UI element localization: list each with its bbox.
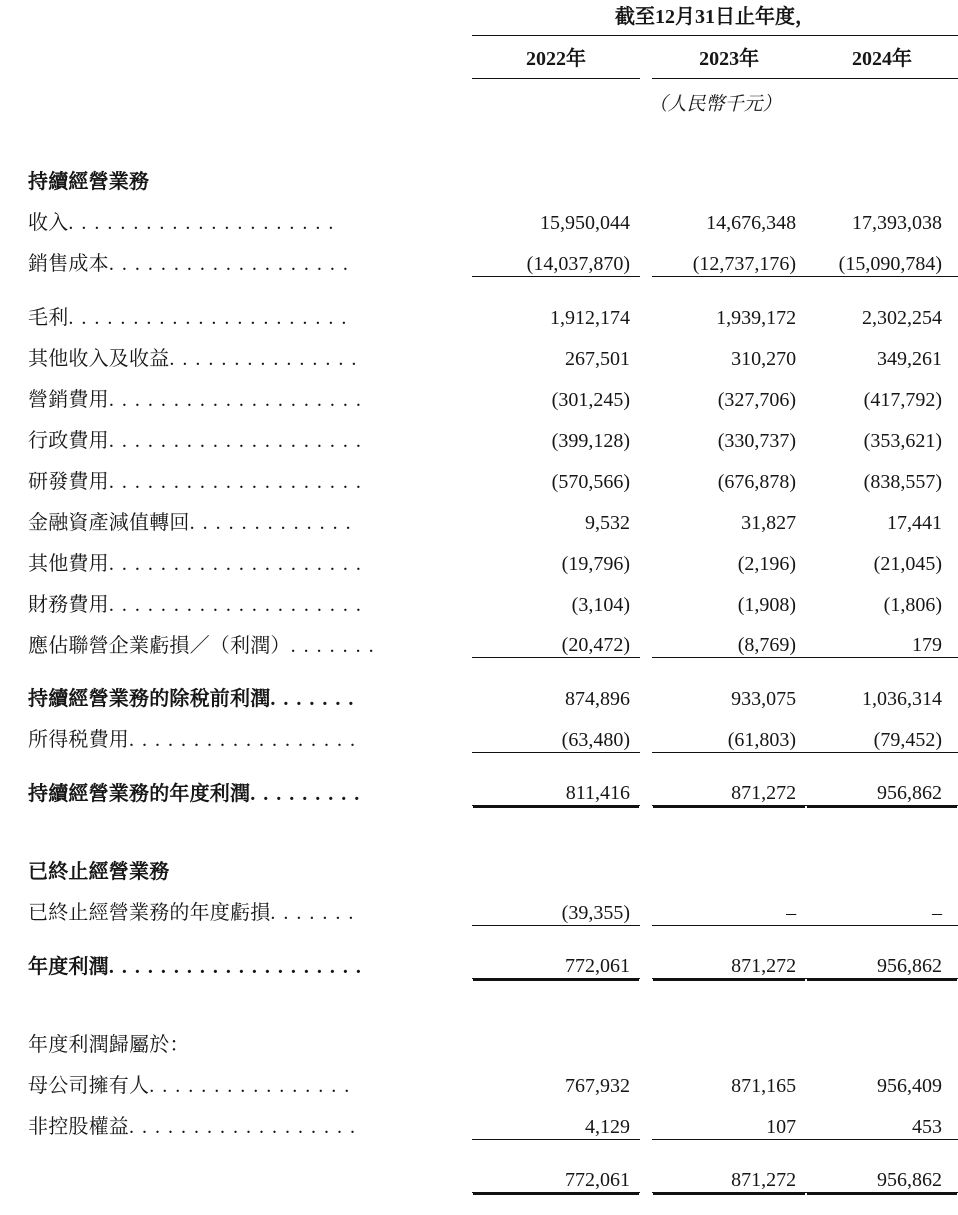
table-row [0, 765, 958, 806]
column-gap [640, 711, 652, 752]
cell-value-y2: (327,706) [652, 371, 806, 412]
cell-value-y2: (61,803) [652, 711, 806, 752]
column-gap [640, 765, 652, 806]
row-label-text: 營銷費用 [28, 389, 109, 411]
column-gap [640, 1057, 652, 1098]
cell-value-y3: 453 [806, 1098, 958, 1139]
after-rule-spacer [0, 658, 958, 671]
row-label-text: 應佔聯營企業虧損／（利潤） [28, 635, 291, 657]
row-label [0, 194, 472, 235]
cell-value-y1: (399,128) [472, 412, 640, 453]
cell-value-y2: 14,676,348 [652, 194, 806, 235]
row-label [0, 765, 472, 806]
spacer-cell [0, 979, 958, 1002]
table-row [0, 289, 958, 330]
cell-value-y1: 772,061 [472, 1152, 640, 1193]
row-leader-dots: . . . . . . . . . [250, 783, 361, 805]
cell-value-y1: 267,501 [472, 330, 640, 371]
cell-value-y3: 956,409 [806, 1057, 958, 1098]
cell-value-y3: 179 [806, 617, 958, 658]
column-gap [640, 938, 652, 979]
cell-value-y2: (2,196) [652, 535, 806, 576]
cell-value-y1: (63,480) [472, 711, 640, 752]
column-gap [640, 884, 652, 925]
cell-value-y2: 1,939,172 [652, 289, 806, 330]
cell-value-y1: 9,532 [472, 494, 640, 535]
cell-value-y3: 17,393,038 [806, 194, 958, 235]
cell-value-y2: 31,827 [652, 494, 806, 535]
row-label-text: 持續經營業務的除稅前利潤 [28, 688, 270, 710]
column-gap [640, 289, 652, 330]
row-label-text: 行政費用 [28, 430, 109, 452]
spacer-cell [0, 752, 958, 765]
table-row [0, 670, 958, 711]
table-row [0, 617, 958, 658]
row-leader-dots: . . . . . . . . . . . . . . . . . . . [109, 253, 350, 275]
row-leader-dots: . . . . . . . . . . . . . . . . . . [129, 1116, 357, 1138]
cell-value-y3: 956,862 [806, 765, 958, 806]
table-row [0, 1057, 958, 1098]
cell-value-y2: 107 [652, 1098, 806, 1139]
column-gap [640, 412, 652, 453]
section-title: 年度利潤歸屬於： [0, 1011, 472, 1057]
column-gap [640, 330, 652, 371]
cell-value-y3: (353,621) [806, 412, 958, 453]
header-unit-row [0, 79, 958, 123]
cell-value-y3: 1,036,314 [806, 670, 958, 711]
after-rule-spacer [0, 925, 958, 938]
years-spacer [0, 36, 472, 79]
row-label-text: 已終止經營業務的年度虧損 [28, 902, 270, 924]
after-rule-spacer [0, 979, 958, 1002]
row-leader-dots: . . . . . . . . . . . . . . . . . . [129, 729, 357, 751]
row-leader-dots: . . . . . . . . . . . . . . . . . . . . . . [68, 307, 348, 329]
section-title: 已終止經營業務 [0, 838, 472, 884]
row-label-text: 母公司擁有人 [28, 1075, 149, 1097]
cell-value-y3: 349,261 [806, 330, 958, 371]
column-gap [640, 371, 652, 412]
section-title-row [0, 1011, 958, 1057]
cell-value-y2: (330,737) [652, 412, 806, 453]
section-title: 持續經營業務 [0, 148, 472, 194]
cell-value-y1: (570,566) [472, 453, 640, 494]
header-years-row [0, 36, 958, 79]
column-header-year-2: 2023年 [652, 36, 806, 79]
row-label [0, 412, 472, 453]
row-label-text: 銷售成本 [28, 253, 109, 275]
cell-value-y3: 956,862 [806, 938, 958, 979]
column-header-year-3: 2024年 [806, 36, 958, 79]
row-label [0, 453, 472, 494]
row-label-text: 年度利潤 [28, 956, 109, 978]
row-label-text: 財務費用 [28, 594, 109, 616]
row-leader-dots: . . . . . . . . . . . . . . . [169, 348, 358, 370]
year-gap [640, 36, 652, 79]
row-label [0, 535, 472, 576]
row-leader-dots: . . . . . . . . . . . . . . . . . . . . [109, 389, 363, 411]
cell-value-y3: 2,302,254 [806, 289, 958, 330]
spacer-cell [0, 828, 958, 838]
row-label [0, 617, 472, 658]
spacer-cell [0, 925, 958, 938]
header-spacer-cell [0, 0, 472, 35]
section-title-row [0, 148, 958, 194]
row-leader-dots: . . . . . . . . . . . . . . . . . . . . [109, 471, 363, 493]
row-label [0, 884, 472, 925]
cell-value-y2: (8,769) [652, 617, 806, 658]
after-rule-spacer [0, 1139, 958, 1152]
cell-value-y3: (417,792) [806, 371, 958, 412]
column-gap [640, 235, 652, 276]
cell-value-y2: – [652, 884, 806, 925]
cell-value-y2: 310,270 [652, 330, 806, 371]
row-leader-dots: . . . . . . . [291, 635, 376, 657]
cell-value-y2: 871,272 [652, 765, 806, 806]
table-row [0, 453, 958, 494]
row-label-text: 持續經營業務的年度利潤 [28, 783, 250, 805]
cell-value-y3: (1,806) [806, 576, 958, 617]
spacer-cell [0, 1193, 958, 1215]
column-gap [640, 576, 652, 617]
row-label-text: 毛利 [28, 307, 68, 329]
cell-value-y3: (15,090,784) [806, 235, 958, 276]
row-label [0, 371, 472, 412]
table-row [0, 938, 958, 979]
section-title-row [0, 838, 958, 884]
spacer-cell [0, 806, 958, 829]
row-label [0, 670, 472, 711]
column-gap [640, 617, 652, 658]
after-rule-spacer [0, 806, 958, 829]
after-rule-spacer [0, 276, 958, 289]
table-row [0, 494, 958, 535]
table-row [0, 194, 958, 235]
cell-value-y3: 956,862 [806, 1152, 958, 1193]
row-label [0, 494, 472, 535]
table-row [0, 535, 958, 576]
row-leader-dots: . . . . . . . . . . . . . . . . . . . . . [68, 212, 335, 234]
row-leader-dots: . . . . . . . . . . . . . . . . . . . . [109, 956, 363, 978]
header-bottom-spacer [0, 122, 958, 148]
row-label [0, 576, 472, 617]
row-label [0, 938, 472, 979]
row-leader-dots: . . . . . . . . . . . . . . . . . . . . [109, 430, 363, 452]
column-gap [640, 670, 652, 711]
cell-value-y1: (3,104) [472, 576, 640, 617]
column-gap [640, 1098, 652, 1139]
spacer-cell [0, 1139, 958, 1152]
cell-value-y2: (676,878) [652, 453, 806, 494]
row-label [0, 235, 472, 276]
row-label [0, 1152, 472, 1193]
row-label [0, 711, 472, 752]
column-header-year-1: 2022年 [472, 36, 640, 79]
row-leader-dots: . . . . . . . . . . . . . . . . . . . . [109, 594, 363, 616]
cell-value-y1: 4,129 [472, 1098, 640, 1139]
section-title-pad [472, 148, 958, 194]
row-leader-dots: . . . . . . . . . . . . . . . . [149, 1075, 351, 1097]
after-rule-spacer [0, 1193, 958, 1215]
table-row [0, 235, 958, 276]
cell-value-y1: (19,796) [472, 535, 640, 576]
cell-value-y3: (838,557) [806, 453, 958, 494]
row-label [0, 1057, 472, 1098]
cell-value-y3: (21,045) [806, 535, 958, 576]
unit-spacer [0, 79, 472, 123]
cell-value-y1: 772,061 [472, 938, 640, 979]
period-title: 截至12月31日止年度， [472, 0, 958, 35]
section-title-pad [472, 1011, 958, 1057]
row-leader-dots: . . . . . . . [270, 902, 355, 924]
row-label-text: 其他費用 [28, 553, 109, 575]
row-label [0, 1098, 472, 1139]
cell-value-y3: 17,441 [806, 494, 958, 535]
section-title-pad [472, 838, 958, 884]
row-label-text: 金融資產減值轉回 [28, 512, 190, 534]
section-gap [0, 1001, 958, 1011]
cell-value-y2: 871,272 [652, 1152, 806, 1193]
table-row [0, 884, 958, 925]
cell-value-y1: (39,355) [472, 884, 640, 925]
cell-value-y2: 933,075 [652, 670, 806, 711]
table-row [0, 1152, 958, 1193]
cell-value-y1: (301,245) [472, 371, 640, 412]
row-label [0, 289, 472, 330]
spacer-cell [0, 1001, 958, 1011]
cell-value-y3: – [806, 884, 958, 925]
after-rule-spacer [0, 752, 958, 765]
cell-value-y1: 15,950,044 [472, 194, 640, 235]
cell-value-y2: 871,272 [652, 938, 806, 979]
cell-value-y1: 811,416 [472, 765, 640, 806]
cell-value-y1: 874,896 [472, 670, 640, 711]
row-leader-dots: . . . . . . . [270, 688, 355, 710]
cell-value-y2: (1,908) [652, 576, 806, 617]
cell-value-y1: (14,037,870) [472, 235, 640, 276]
header-period-row [0, 0, 958, 35]
row-label-text: 收入 [28, 212, 68, 234]
row-label [0, 330, 472, 371]
cell-value-y1: 1,912,174 [472, 289, 640, 330]
row-leader-dots: . . . . . . . . . . . . . . . . . . . . [109, 553, 363, 575]
unit-label: （人民幣千元） [472, 79, 958, 123]
cell-value-y3: (79,452) [806, 711, 958, 752]
column-gap [640, 194, 652, 235]
column-gap [640, 1152, 652, 1193]
table-row [0, 711, 958, 752]
spacer-cell [0, 658, 958, 671]
cell-value-y2: 871,165 [652, 1057, 806, 1098]
row-label-text: 其他收入及收益 [28, 348, 169, 370]
column-gap [640, 494, 652, 535]
row-leader-dots: . . . . . . . . . . . . . [190, 512, 353, 534]
cell-value-y1: 767,932 [472, 1057, 640, 1098]
row-label-text: 所得税費用 [28, 729, 129, 751]
table-row [0, 330, 958, 371]
spacer-cell [0, 276, 958, 289]
row-label-text: 非控股權益 [28, 1116, 129, 1138]
table-row [0, 371, 958, 412]
cell-value-y2: (12,737,176) [652, 235, 806, 276]
column-gap [640, 535, 652, 576]
spacer-cell [0, 122, 958, 148]
table-row [0, 1098, 958, 1139]
cell-value-y1: (20,472) [472, 617, 640, 658]
table-row [0, 412, 958, 453]
row-label-text: 研發費用 [28, 471, 109, 493]
column-gap [640, 453, 652, 494]
section-gap [0, 828, 958, 838]
table-row [0, 576, 958, 617]
